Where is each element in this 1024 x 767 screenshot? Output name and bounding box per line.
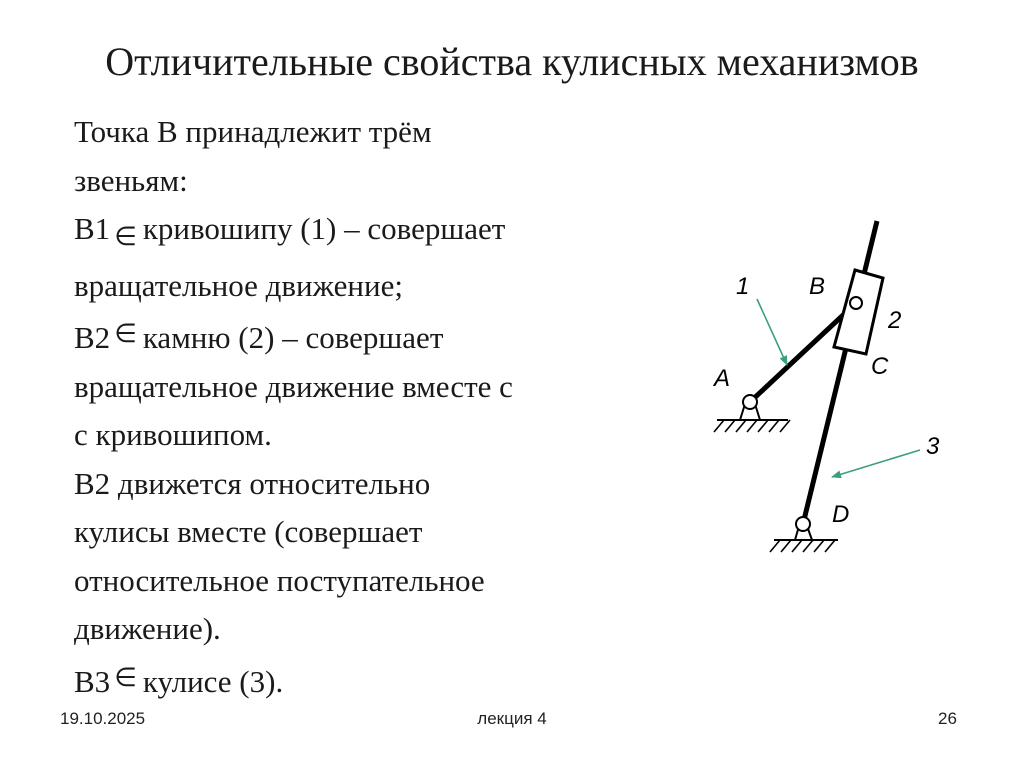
pin-d — [796, 517, 810, 531]
slide-body — [74, 108, 654, 706]
label-point-b: B — [809, 273, 826, 300]
body-line: движение). — [74, 611, 221, 646]
label-link-1: 1 — [736, 273, 750, 300]
body-line: вращательное движение; — [74, 267, 403, 303]
leader-arrow-1 — [757, 299, 787, 365]
label-link-2: 2 — [888, 307, 902, 334]
body-line-rest: камню (2) – совершает — [142, 320, 444, 355]
body-line: относительное поступательное — [74, 562, 485, 598]
label-link-3: 3 — [926, 433, 940, 460]
footer-lecture: лекция 4 — [477, 709, 547, 728]
link-3-rocker — [803, 221, 877, 524]
pin-b — [850, 297, 862, 309]
body-line: кулисы вместе (совершает — [74, 514, 423, 549]
pin-a — [743, 395, 757, 409]
body-line: Точка В принадлежит трём — [74, 114, 432, 149]
point-label: В2 — [74, 320, 111, 355]
slide-title: Отличительные свойства кулисных механизмов — [105, 39, 919, 84]
body-line-rest: кривошипу (1) – совершает — [142, 211, 506, 246]
footer-date: 19.10.2025 — [60, 709, 146, 728]
label-point-d: D — [832, 501, 850, 528]
slider-crank-diagram — [672, 166, 956, 580]
body-line-b1 — [74, 205, 654, 262]
label-point-a: A — [714, 365, 731, 392]
point-label: В1 — [74, 211, 111, 246]
body-line: вращательное движение вместе с — [74, 368, 513, 404]
element-of-symbol: ∈ — [114, 319, 137, 348]
body-line: В2 движется относительно — [74, 465, 431, 501]
label-point-c: C — [871, 353, 889, 380]
footer-page-number: 26 — [938, 709, 957, 728]
element-of-symbol: ∈ — [114, 662, 137, 692]
body-line-b3 — [74, 654, 654, 707]
body-line-b2 — [74, 310, 654, 363]
slider-block-2 — [834, 270, 883, 354]
body-line: с кривошипом. — [74, 417, 272, 452]
leader-arrow-3 — [832, 450, 920, 477]
element-of-symbol: ∈ — [114, 222, 137, 251]
point-label: В3 — [74, 663, 111, 699]
body-line-rest: кулисе (3). — [142, 663, 284, 699]
body-line: звеньям: — [74, 162, 188, 198]
